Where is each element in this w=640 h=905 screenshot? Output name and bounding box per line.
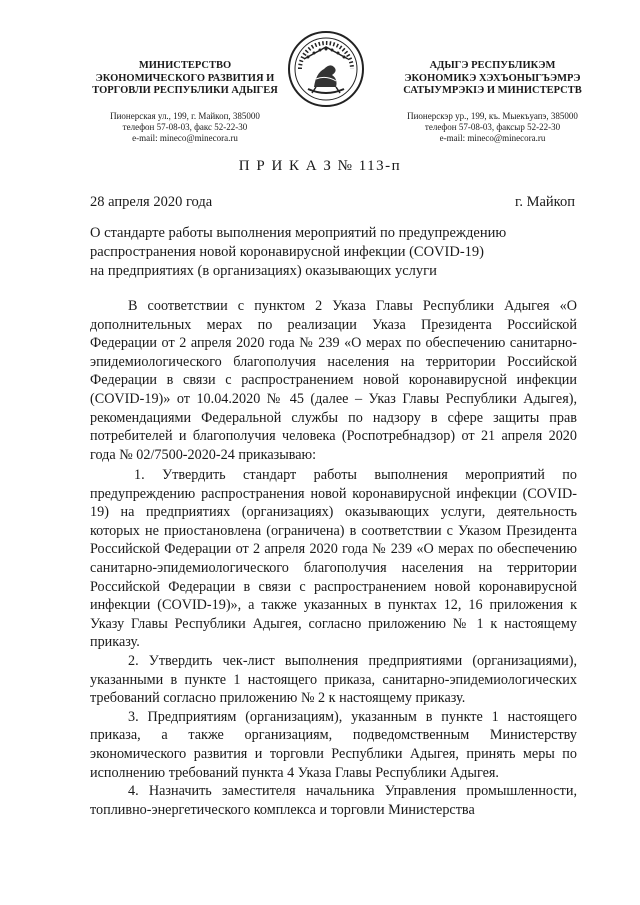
header-left [80,60,290,144]
order-item: 2. Утвердить чек-лист выполнения предприятиями (организациями), указанными в пункте 1 настоящего приказа, санитарно-эпидемиологических требований согласно приложению № 2 к настоящему приказу. [90,652,577,707]
header-right [385,60,600,144]
order-item: 4. Назначить заместителя начальника Управления промышленности, топливно-энергетического комплекса и торговли Министерства [90,783,577,818]
ministry-name-adyghe: АДЫГЭ РЕСПУБЛИКЭМ ЭКОНОМИКЭ ХЭХЪОНЫГЪЭМРЭ САТЫУМРЭКIЭ И МИНИСТЕРСТВ [403,60,582,96]
order-item: 3. Предприятиям (организациям), указанным в пункте 1 настоящего приказа, а также организациям, подведомственным Министерству экономического развития и торговли Республики Адыгея, принять меры по исполнению требований пункта 4 Указа Главы Республики Адыгея. [90,708,577,781]
ministry-address-adyghe: Пионерскэр ур., 199, къ. Мыекъуапэ, 385000 телефон 57-08-03, факсыр 52-22-30 e-mail: mineco@minecora.ru [407,110,578,143]
preamble-paragraph: В соответствии с пунктом 2 Указа Главы Республики Адыгея «О дополнительных мерах по реализации Указа Президента Российской Федерации от 2 апреля 2020 года № 239 «О мерах по обеспечению санитарно-эпидемиологического благополучия населения на территории Российской Федерации в связи с распространением новой коронавирусной инфекции (COVID-19)» от 10.04.2020 № 45 (далее – Указ Главы Республики Адыгея), рекомендациями Федеральной службы по надзору в сфере защиты прав потребителей и благополучия человека (Роспотребнадзор) от 21 апреля 2020 года № 02/7500-2020-24 приказываю: [90,298,577,463]
order-subject: О стандарте работы выполнения мероприятий по предупреждению распространения новой коронавирусной инфекции (COVID-19) на предприятиях (в организациях) оказывающих услуги [90,225,507,279]
order-title: П Р И К А З № 113-п [238,158,402,174]
coat-of-arms-icon [286,29,366,109]
order-items [90,466,577,819]
ministry-name-russian: МИНИСТЕРСТВО ЭКОНОМИЧЕСКОГО РАЗВИТИЯ И ТОРГОВЛИ РЕСПУБЛИКИ АДЫГЕЯ [92,60,278,96]
order-date: 28 апреля 2020 года [90,194,213,210]
ministry-address-russian: Пионерская ул., 199, г. Майкоп, 385000 телефон 57-08-03, факс 52-22-30 e-mail: mineco@minecora.ru [110,110,260,143]
order-city: г. Майкоп [515,194,575,210]
date-row [90,194,575,211]
order-item: 1. Утвердить стандарт работы выполнения мероприятий по предупреждению распространения новой коронавирусной инфекции (COVID-19) на предприятиях (организациях) оказывающих услуги, деятельность которых не приостановлена (ограничена) в соответствии с Указом Президента Российской Федерации от 2 апреля 2020 года № 239 «О мерах по обеспечению санитарно-эпидемиологического благополучия населения на территории Российской Федерации в связи с распространением новой коронавирусной инфекции (COVID-19)», а также указанных в пунктах 12, 16 приложения к Указу Главы Республики Адыгея, согласно приложению № 1 к настоящему приказу. [90,467,577,651]
